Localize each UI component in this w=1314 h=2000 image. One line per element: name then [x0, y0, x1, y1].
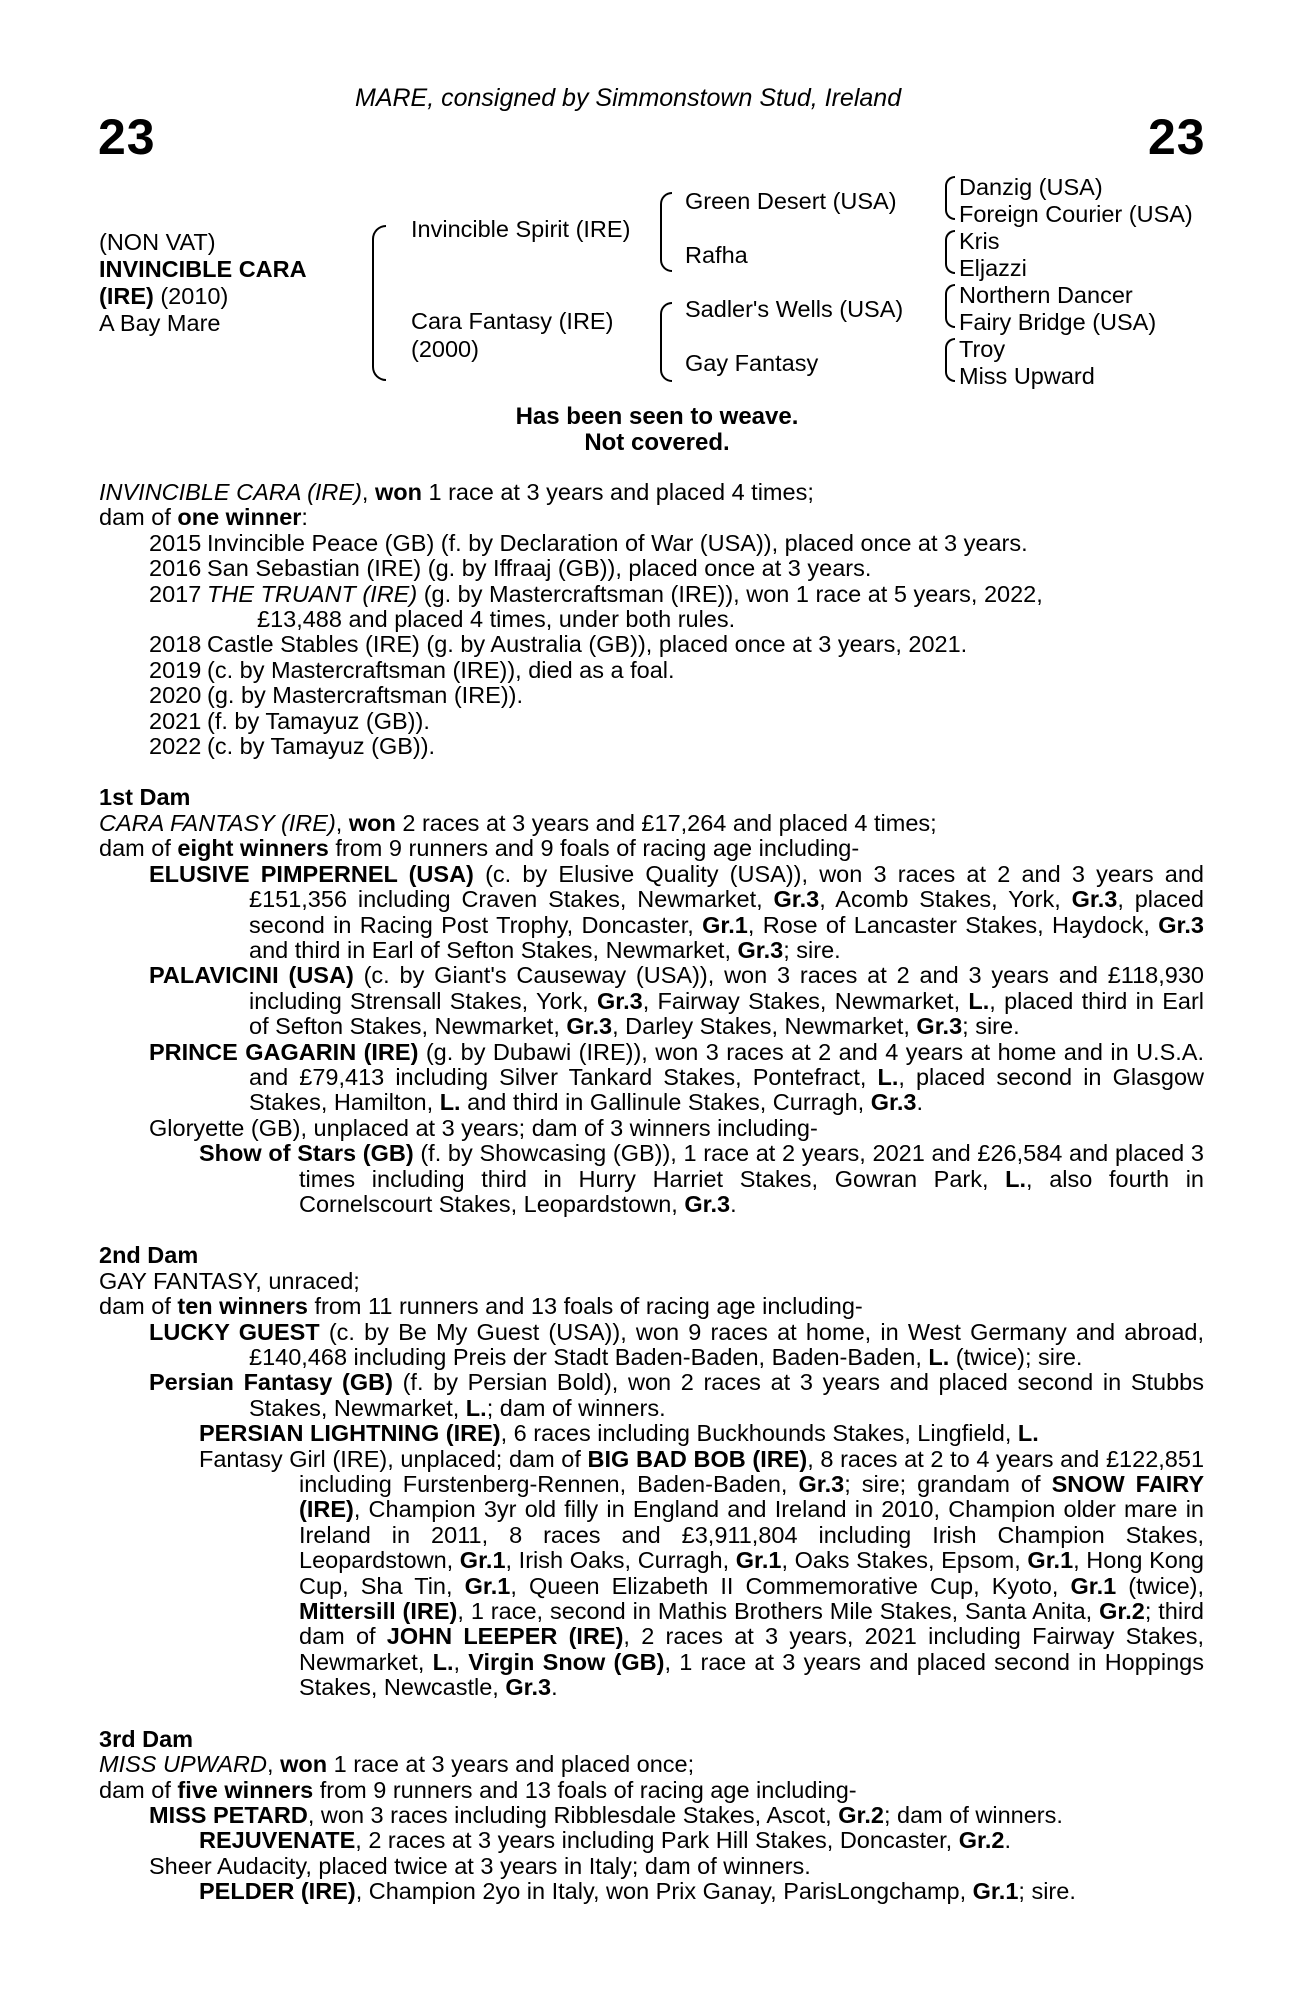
- intro-winners-count: one winner: [177, 504, 302, 531]
- pedigree-g3-1: Danzig (USA): [959, 174, 1103, 200]
- second-dam-produce: dam of ten winners from 11 runners and 13 foals of racing age including-: [99, 1293, 863, 1320]
- progeny-row: 2017 THE TRUANT (IRE) (g. by Mastercraftsman (IRE)), won 1 race at 5 years, 2022, £13,488 and placed 4 times, under both rules.: [149, 580, 1043, 633]
- pedigree-dam-year: (2000): [411, 336, 479, 362]
- pedigree-g3-4: Eljazzi: [959, 255, 1027, 281]
- horse-name-suffix-year: [99, 283, 228, 310]
- intro-dam-of: dam of one winner:: [99, 504, 308, 531]
- progeny-row: 2020 (g. by Mastercraftsman (IRE)).: [149, 682, 523, 709]
- pedigree-brace-sire: [660, 192, 672, 272]
- pedigree-brace-g3: [945, 284, 955, 328]
- progeny-row: 2018 Castle Stables (IRE) (g. by Australia (GB)), placed once at 3 years, 2021.: [149, 631, 968, 658]
- pedigree-dam: Cara Fantasy (IRE): [411, 308, 614, 334]
- second-dam-line: GAY FANTASY, unraced;: [99, 1267, 360, 1294]
- third-dam-line: MISS UPWARD, won 1 race at 3 years and placed once;: [99, 1751, 695, 1778]
- progeny-row: 2022 (c. by Tamayuz (GB)).: [149, 733, 436, 760]
- pedigree-g3-5: Northern Dancer: [959, 282, 1133, 308]
- pedigree-dam-dam: Gay Fantasy: [685, 350, 819, 376]
- intro-horse-name: INVINCIBLE CARA (IRE): [99, 479, 362, 505]
- first-dam-entry: PALAVICINI (USA) (c. by Giant's Causeway (USA)), won 3 races at 2 and 3 years and £118,930 including Strensall Stakes, York, Gr.3, Fairway Stakes, Newmarket, L., placed third in Earl of Sefton Stakes, Newmarket, Gr.3, Darley Stakes, Newmarket, Gr.3; sire.: [149, 962, 1204, 1040]
- consignment-header: MARE, consigned by Simmonstown Stud, Ireland: [355, 84, 902, 112]
- pedigree-brace-main: [372, 225, 386, 381]
- pedigree-brace-g1: [945, 176, 955, 220]
- third-dam-heading: 3rd Dam: [99, 1725, 194, 1752]
- intro-won: won: [374, 479, 422, 505]
- second-dam-heading: 2nd Dam: [99, 1242, 199, 1269]
- pedigree-brace-g2: [945, 230, 955, 274]
- first-dam-line: CARA FANTASY (IRE), won 2 races at 3 years and £17,264 and placed 4 times;: [99, 809, 937, 836]
- pedigree-g3-3: Kris: [959, 228, 1000, 254]
- pedigree-brace-g4: [945, 338, 955, 382]
- second-dam-entry: Persian Fantasy (GB) (f. by Persian Bold), won 2 races at 3 years and placed second in Stubbs Stakes, Newmarket, L.; dam of winners.: [149, 1369, 1204, 1421]
- first-dam-heading: 1st Dam: [99, 784, 191, 811]
- pedigree-g3-6: Fairy Bridge (USA): [959, 309, 1157, 335]
- pedigree-sire: Invincible Spirit (IRE): [411, 216, 631, 242]
- intro-line: INVINCIBLE CARA (IRE), won 1 race at 3 years and placed 4 times;: [99, 479, 814, 505]
- pedigree-sire-dam: Rafha: [685, 242, 748, 268]
- third-dam-produce: dam of five winners from 9 runners and 13 foals of racing age including-: [99, 1776, 857, 1803]
- pedigree-g3-7: Troy: [959, 336, 1006, 362]
- third-dam-entry: Sheer Audacity, placed twice at 3 years in Italy; dam of winners.: [149, 1852, 811, 1879]
- progeny-winner-name: THE TRUANT (IRE): [207, 580, 418, 607]
- first-dam-entry: PRINCE GAGARIN (IRE) (g. by Dubawi (IRE)), won 3 races at 2 and 4 years at home and in U.S.A. and £79,413 including Silver Tankard Stakes, Pontefract, L., placed second in Glasgow Stakes, Hamilton, L. and third in Gallinule Stakes, Curragh, Gr.3.: [149, 1038, 1204, 1116]
- lot-number-left: 23: [98, 109, 156, 165]
- progeny-row: 2016 San Sebastian (IRE) (g. by Iffraaj (GB)), placed once at 3 years.: [149, 555, 872, 582]
- horse-description: A Bay Mare: [99, 310, 221, 336]
- pedigree-g3-2: Foreign Courier (USA): [959, 201, 1193, 227]
- first-dam-entry: Gloryette (GB), unplaced at 3 years; dam of 3 winners including-: [149, 1114, 818, 1141]
- first-dam-entry: Show of Stars (GB) (f. by Showcasing (GB)), 1 race at 2 years, 2021 and £26,584 and placed 3 times including third in Hurry Harriet Stakes, Gowran Park, L., also fourth in Cornelscourt Stakes, Leopardstown, Gr.3.: [199, 1140, 1204, 1217]
- horse-name-country: (IRE): [99, 283, 154, 309]
- note-covered: Not covered.: [584, 429, 730, 456]
- pedigree-g3-8: Miss Upward: [959, 363, 1095, 389]
- second-dam-entry: LUCKY GUEST (c. by Be My Guest (USA)), won 9 races at home, in West Germany and abroad, £140,468 including Preis der Stadt Baden-Baden, Baden-Baden, L. (twice); sire.: [149, 1318, 1205, 1370]
- second-dam-entry: Fantasy Girl (IRE), unplaced; dam of BIG BAD BOB (IRE), 8 races at 2 to 4 years and £122,851 including Furstenberg-Rennen, Baden-Baden, Gr.3; sire; grandam of SNOW FAIRY (IRE), Champion 3yr old filly in England and Ireland in 2010, Champion older mare in Ireland in 2011, 8 races and £3,911,804 including Irish Champion Stakes, Leopardstown, Gr.1, Irish Oaks, Curragh, Gr.1, Oaks Stakes, Epsom, Gr.1, Hong Kong Cup, Sha Tin, Gr.1, Queen Elizabeth II Commemorative Cup, Kyoto, Gr.1 (twice), Mittersill (IRE), 1 race, second in Mathis Brothers Mile Stakes, Santa Anita, Gr.2; third dam of JOHN LEEPER (IRE), 2 races at 3 years, 2021 including Fairway Stakes, Newmarket, L., Virgin Snow (GB), 1 race at 3 years and placed second in Hoppings Stakes, Newcastle, Gr.3.: [199, 1445, 1205, 1701]
- lot-number-right: 23: [1148, 109, 1206, 165]
- pedigree-dam-sire: Sadler's Wells (USA): [685, 296, 904, 322]
- first-dam-produce: dam of eight winners from 9 runners and 9 foals of racing age including-: [99, 835, 860, 862]
- progeny-row: 2021 (f. by Tamayuz (GB)).: [149, 707, 430, 734]
- catalogue-body: [99, 480, 1204, 1905]
- pedigree-brace-dam: [660, 302, 672, 382]
- second-dam-entry: PERSIAN LIGHTNING (IRE), 6 races including Buckhounds Stakes, Lingfield, L.: [199, 1420, 1039, 1447]
- third-dam-entry: REJUVENATE, 2 races at 3 years including Park Hill Stakes, Doncaster, Gr.2.: [199, 1827, 1011, 1854]
- vat-status: (NON VAT): [99, 229, 216, 255]
- third-dam-entry: PELDER (IRE), Champion 2yo in Italy, won Prix Ganay, ParisLongchamp, Gr.1; sire.: [199, 1878, 1076, 1905]
- pedigree-sire-sire: Green Desert (USA): [685, 188, 897, 214]
- note-weave: Has been seen to weave.: [515, 403, 799, 430]
- third-dam-entry: MISS PETARD, won 3 races including Ribblesdale Stakes, Ascot, Gr.2; dam of winners.: [149, 1801, 1063, 1828]
- horse-name: INVINCIBLE CARA: [99, 256, 307, 282]
- progeny-row: 2015 Invincible Peace (GB) (f. by Declaration of War (USA)), placed once at 3 years.: [149, 529, 1028, 556]
- intro-record: 1 race at 3 years and placed 4 times;: [421, 479, 814, 505]
- progeny-row: 2019 (c. by Mastercraftsman (IRE)), died as a foal.: [149, 656, 675, 683]
- sale-notes: [0, 404, 1314, 456]
- first-dam-entry: ELUSIVE PIMPERNEL (USA) (c. by Elusive Quality (USA)), won 3 races at 2 and 3 years and £151,356 including Craven Stakes, Newmarket, Gr.3, Acomb Stakes, York, Gr.3, placed second in Racing Post Trophy, Doncaster, Gr.1, Rose of Lancaster Stakes, Haydock, Gr.3 and third in Earl of Sefton Stakes, Newmarket, Gr.3; sire.: [149, 860, 1204, 963]
- horse-foaling-year: (2010): [153, 283, 229, 309]
